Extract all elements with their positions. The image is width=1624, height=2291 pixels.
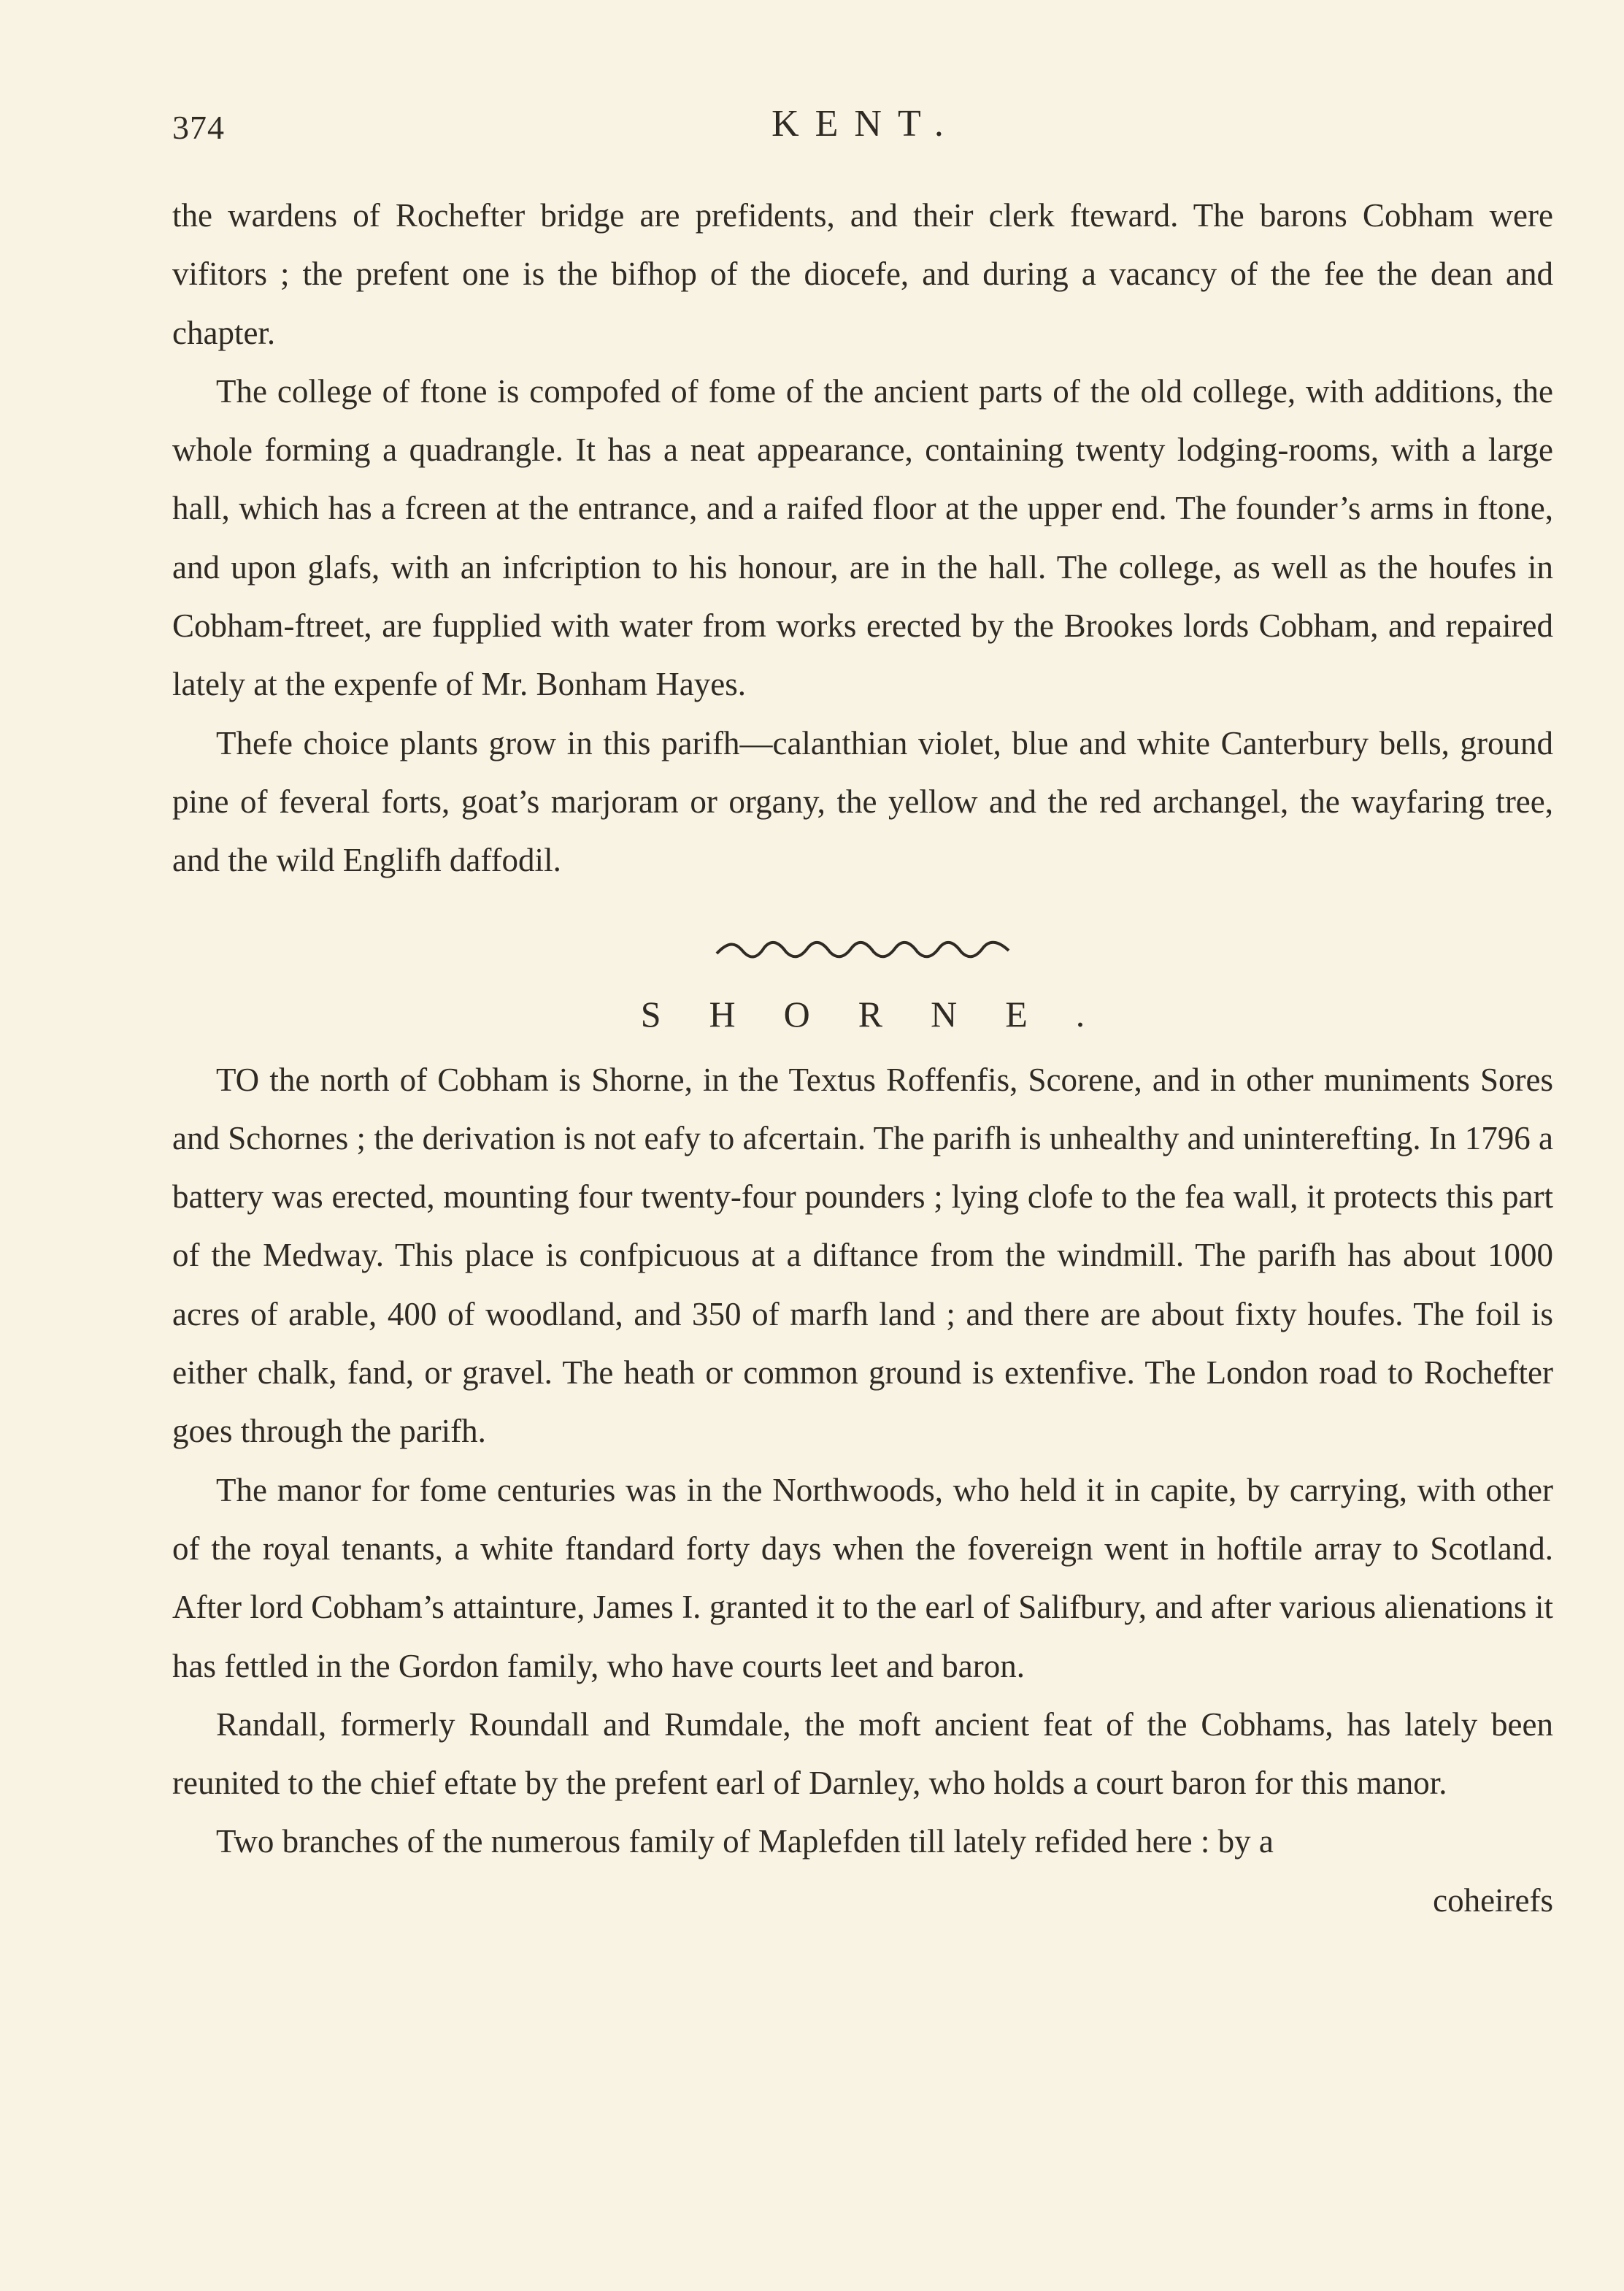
paragraph: TO the north of Cobham is Shorne, in the Textus Roffenfis, Scorene, and in other muniments Sores and Schornes ; the derivation is not eafy to afcertain. The parifh is unhealthy and uninterefting. In 1796 a battery was erected, mounting four twenty-four pounders ; lying clofe to the fea wall, it protects this part of the Medway. This place is confpicuous at a diftance from the windmill. The parifh has about 1000 acres of arable, 400 of woodland, and 350 of marfh land ; and there are about fixty houfes. The foil is either chalk, fand, or gravel. The heath or common ground is extenfive. The London road to Rochefter goes through the parifh. (172, 1061, 1553, 1450)
paragraph: the wardens of Rochefter bridge are prefidents, and their clerk fteward. The barons Cobham were vifitors ; the prefent one is the bifhop of the diocefe, and during a vacancy of the fee the dean and chapter. (172, 197, 1553, 351)
paragraph: Thefe choice plants grow in this parifh—calanthian violet, blue and white Canterbury bells, ground pine of feveral forts, goat’s marjoram or organy, the yellow and the red archangel, the wayfaring tree, and the wild Englifh daffodil. (172, 724, 1553, 879)
paragraph: The manor for fome centuries was in the Northwoods, who held it in capite, by carrying, with other of the royal tenants, a white ftandard forty days when the fovereign went in hoftile array to Scotland. After lord Cobham’s attainture, James I. granted it to the earl of Salifbury, and after various alienations it has fettled in the Gordon family, who have courts leet and baron. (172, 1471, 1553, 1684)
running-head: KENT. (771, 103, 960, 145)
scroll-ornament-icon (713, 940, 1012, 959)
page-header (172, 102, 1559, 161)
decorative-ornament (172, 890, 1553, 978)
paragraph: Randall, formerly Roundall and Rumdale, the moft ancient feat of the Cobhams, has lately been reunited to the chief eftate by the prefent earl of Darnley, who holds a court baron for this manor. (172, 1705, 1553, 1802)
catchword: coheirefs (1433, 1881, 1553, 1919)
paragraph: The college of ftone is compofed of fome of the ancient parts of the old college, with additions, the whole forming a quadrangle. It has a neat appearance, containing twenty lodging-rooms, with a large hall, which has a fcreen at the entrance, and a raifed floor at the upper end. The founder’s arms in ftone, and upon glafs, with an infcription to his honour, are in the hall. The college, as well as the houfes in Cobham-ftreet, are fupplied with water from works erected by the Brookes lords Cobham, and repaired lately at the expenfe of Mr. Bonham Hayes. (172, 372, 1553, 703)
page-number: 374 (172, 109, 225, 146)
section-title: SHORNE. (640, 993, 1134, 1035)
paragraph: Two branches of the numerous family of Maplefden till lately refided here : by a (216, 1823, 1274, 1860)
page-body (172, 186, 1553, 1930)
